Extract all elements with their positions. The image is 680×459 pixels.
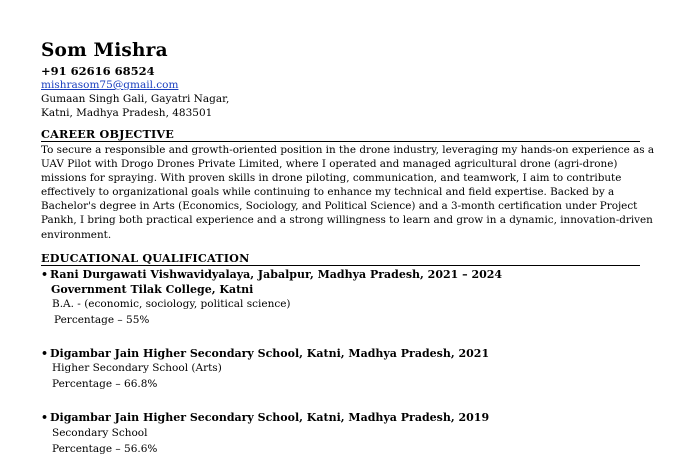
education-entry-detail: Secondary School xyxy=(52,427,148,439)
education-entry-subtitle: Government Tilak College, Katni xyxy=(51,283,254,296)
education-entry-percentage: Percentage – 66.8% xyxy=(52,378,158,390)
career-objective-heading: CAREER OBJECTIVE xyxy=(41,127,175,141)
objective-line: Bachelor's degree in Arts (Economics, Sociology, and Political Science) and a 3-month certification under Project xyxy=(41,200,638,213)
address-line-2: Katni, Madhya Pradesh, 483501 xyxy=(41,107,213,119)
bullet-icon: • xyxy=(41,268,49,281)
education-entry-title: • Digambar Jain Higher Secondary School, Katni, Madhya Pradesh, 2019 xyxy=(41,411,490,424)
objective-line: effectively to organizational goals while continuing to enhance my technical and field expertise. Backed by a xyxy=(41,186,615,199)
objective-line: Pankh, I bring both practical experience and a strong willingness to learn and grow in a dynamic, innovation-driven xyxy=(41,214,653,227)
objective-line: environment. xyxy=(41,228,112,241)
address-line-1: Gumaan Singh Gali, Gayatri Nagar, xyxy=(41,93,230,105)
phone-number: +91 62616 68524 xyxy=(41,64,155,78)
objective-line: UAV Pilot with Drogo Drones Private Limited, where I operated and managed agricultural drone (agri-drone) xyxy=(41,158,618,171)
section-divider xyxy=(41,141,640,142)
education-entry-percentage: Percentage – 55% xyxy=(54,314,150,326)
career-objective-text xyxy=(41,143,655,242)
education-entry-title: • Digambar Jain Higher Secondary School, Katni, Madhya Pradesh, 2021 xyxy=(41,347,490,360)
email-link[interactable]: mishrasom75@gmail.com xyxy=(41,79,179,91)
education-entry-title: • Rani Durgawati Vishwavidyalaya, Jabalpur, Madhya Pradesh, 2021 – 2024 xyxy=(41,268,503,281)
bullet-icon: • xyxy=(41,347,49,360)
candidate-name: Som Mishra xyxy=(41,40,168,61)
objective-line: To secure a responsible and growth-oriented position in the drone industry, leveraging my hands-on experience as a xyxy=(41,144,655,156)
education-entry-percentage: Percentage – 56.6% xyxy=(52,443,158,455)
education-heading: EDUCATIONAL QUALIFICATION xyxy=(41,251,250,265)
education-entry-detail: B.A. - (economic, sociology, political science) xyxy=(52,298,291,310)
section-divider xyxy=(41,265,640,266)
bullet-icon: • xyxy=(41,411,49,424)
education-entry-detail: Higher Secondary School (Arts) xyxy=(52,362,222,374)
objective-line: missions for spraying. With proven skills in drone piloting, communication, and teamwork, I aim to contribute xyxy=(41,172,622,185)
